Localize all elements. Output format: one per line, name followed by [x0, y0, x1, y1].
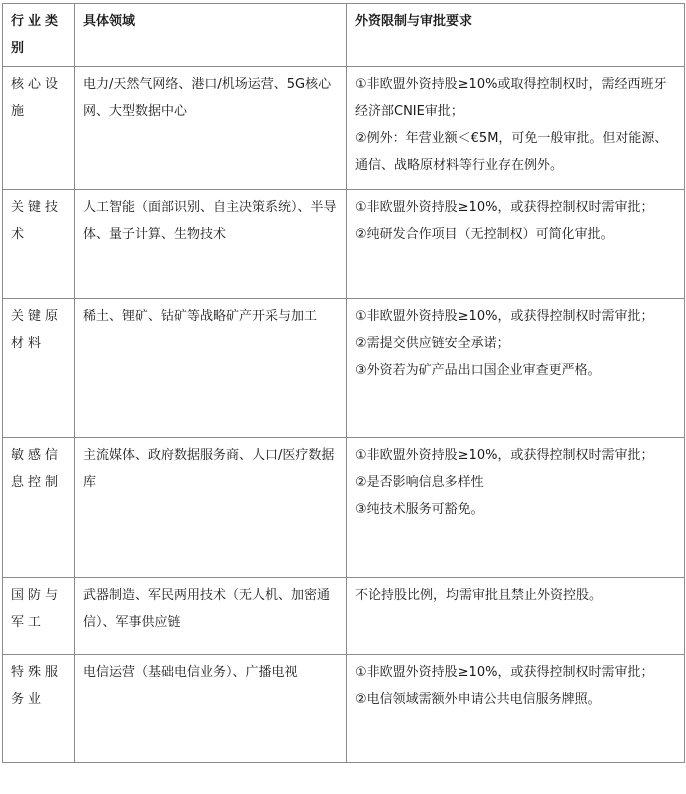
requirement-item: ②是否影响信息多样性 [355, 475, 484, 490]
investment-restriction-table [2, 3, 685, 763]
table-row [3, 299, 685, 438]
row-domain: 主流媒体、政府数据服务商、人口/医疗数据库 [75, 438, 347, 578]
row-requirements [347, 190, 685, 299]
table-row [3, 578, 685, 655]
requirement-item: ①非欧盟外资持股≥10%，或获得控制权时需审批； [355, 200, 654, 215]
table-row [3, 655, 685, 763]
row-requirements [347, 67, 685, 190]
requirement-item: ①非欧盟外资持股≥10%或取得控制权时，需经西班牙经济部CNIE审批； [355, 77, 667, 119]
table-row [3, 190, 685, 299]
row-requirements [347, 438, 685, 578]
table-row [3, 438, 685, 578]
row-category: 特殊服务业 [3, 655, 75, 763]
row-domain: 电信运营（基础电信业务）、广播电视 [75, 655, 347, 763]
requirement-item: ②纯研发合作项目（无控制权）可简化审批。 [355, 227, 614, 242]
row-category: 关键原材料 [3, 299, 75, 438]
requirement-item: ①非欧盟外资持股≥10%，或获得控制权时需审批； [355, 448, 654, 463]
requirement-item: ②电信领域需额外申请公共电信服务牌照。 [355, 692, 601, 707]
header-requirements: 外资限制与审批要求 [347, 4, 685, 67]
row-category: 核心设施 [3, 67, 75, 190]
requirement-item: ①非欧盟外资持股≥10%，或获得控制权时需审批； [355, 665, 654, 680]
requirement-item: ①非欧盟外资持股≥10%，或获得控制权时需审批； [355, 309, 654, 324]
row-requirements [347, 655, 685, 763]
header-row [3, 4, 685, 67]
requirement-item: ③外资若为矿产品出口国企业审查更严格。 [355, 363, 601, 378]
row-domain: 电力/天然气网络、港口/机场运营、5G核心网、大型数据中心 [75, 67, 347, 190]
row-domain: 稀土、锂矿、钴矿等战略矿产开采与加工 [75, 299, 347, 438]
row-category: 关键技术 [3, 190, 75, 299]
row-requirements [347, 299, 685, 438]
requirement-item: ③纯技术服务可豁免。 [355, 502, 484, 517]
header-category: 行业类别 [3, 4, 75, 67]
table-row [3, 67, 685, 190]
row-requirements [347, 578, 685, 655]
row-category: 国防与军工 [3, 578, 75, 655]
row-category: 敏感信息控制 [3, 438, 75, 578]
row-domain: 人工智能（面部识别、自主决策系统）、半导体、量子计算、生物技术 [75, 190, 347, 299]
header-domain: 具体领域 [75, 4, 347, 67]
requirement-item: 不论持股比例，均需审批且禁止外资控股。 [355, 588, 603, 603]
row-domain: 武器制造、军民两用技术（无人机、加密通信）、军事供应链 [75, 578, 347, 655]
requirement-item: ②例外：年营业额＜€5M，可免一般审批。但对能源、通信、战略原材料等行业存在例外。 [355, 131, 668, 173]
requirement-item: ②需提交供应链安全承诺； [355, 336, 510, 351]
